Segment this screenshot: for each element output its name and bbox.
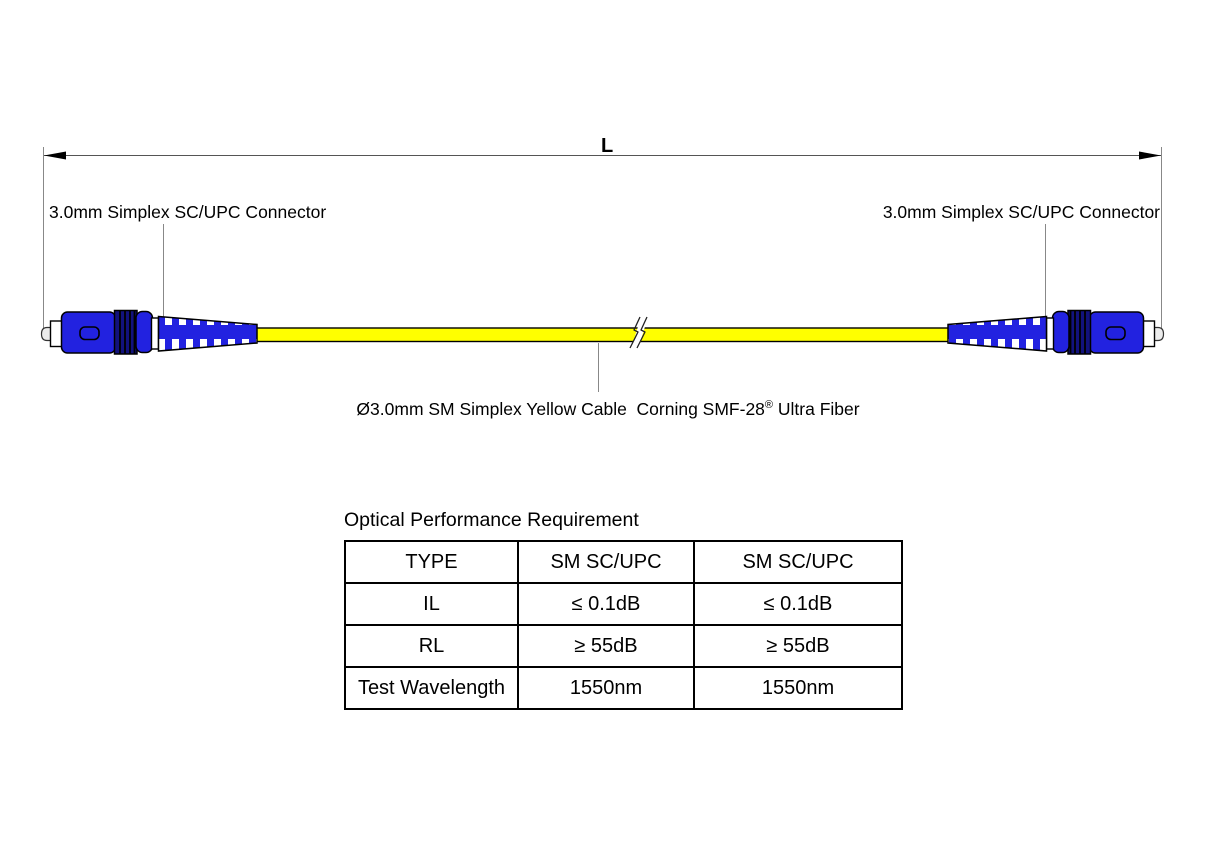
dimension-label: L bbox=[601, 135, 614, 157]
crimp-section bbox=[115, 311, 138, 355]
rl-value-2: ≥ 55dB bbox=[694, 625, 902, 667]
table-row-rl bbox=[345, 625, 902, 667]
table-row-il bbox=[345, 583, 902, 625]
rl-value-1: ≥ 55dB bbox=[518, 625, 694, 667]
boot-ring bbox=[152, 318, 159, 349]
connector-body bbox=[62, 312, 116, 353]
table-row-test-wavelength bbox=[345, 667, 902, 709]
row-label-test-wavelength: Test Wavelength bbox=[345, 667, 518, 709]
registered-trademark-mark: ® bbox=[764, 399, 774, 412]
right-arrowhead bbox=[1139, 152, 1161, 160]
boot-collar bbox=[136, 312, 153, 353]
il-value-2: ≤ 0.1dB bbox=[694, 583, 902, 625]
cable-label-fiber-text: Ultra Fiber bbox=[773, 399, 860, 419]
cable-label bbox=[356, 399, 859, 419]
wavelength-value-1: 1550nm bbox=[518, 667, 694, 709]
il-value-1: ≤ 0.1dB bbox=[518, 583, 694, 625]
cable-label-text: Ø3.0mm SM Simplex Yellow Cable Corning SMF-28 bbox=[356, 399, 765, 419]
row-label-rl: RL bbox=[345, 625, 518, 667]
header-cell-sm-scupc-2: SM SC/UPC bbox=[694, 541, 902, 583]
left-sc-upc-connector bbox=[42, 311, 258, 355]
left-connector-label: 3.0mm Simplex SC/UPC Connector bbox=[49, 202, 327, 222]
table-title: Optical Performance Requirement bbox=[344, 509, 639, 531]
fiber-cable bbox=[253, 317, 952, 349]
left-arrowhead bbox=[44, 152, 66, 160]
right-connector-label: 3.0mm Simplex SC/UPC Connector bbox=[882, 202, 1160, 222]
optical-performance-table bbox=[344, 540, 903, 710]
strain-relief-boot bbox=[159, 317, 258, 352]
header-cell-sm-scupc-1: SM SC/UPC bbox=[518, 541, 694, 583]
right-sc-upc-connector bbox=[948, 311, 1164, 355]
header-cell-type: TYPE bbox=[345, 541, 518, 583]
row-label-il: IL bbox=[345, 583, 518, 625]
table-header-row bbox=[345, 541, 902, 583]
wavelength-value-2: 1550nm bbox=[694, 667, 902, 709]
